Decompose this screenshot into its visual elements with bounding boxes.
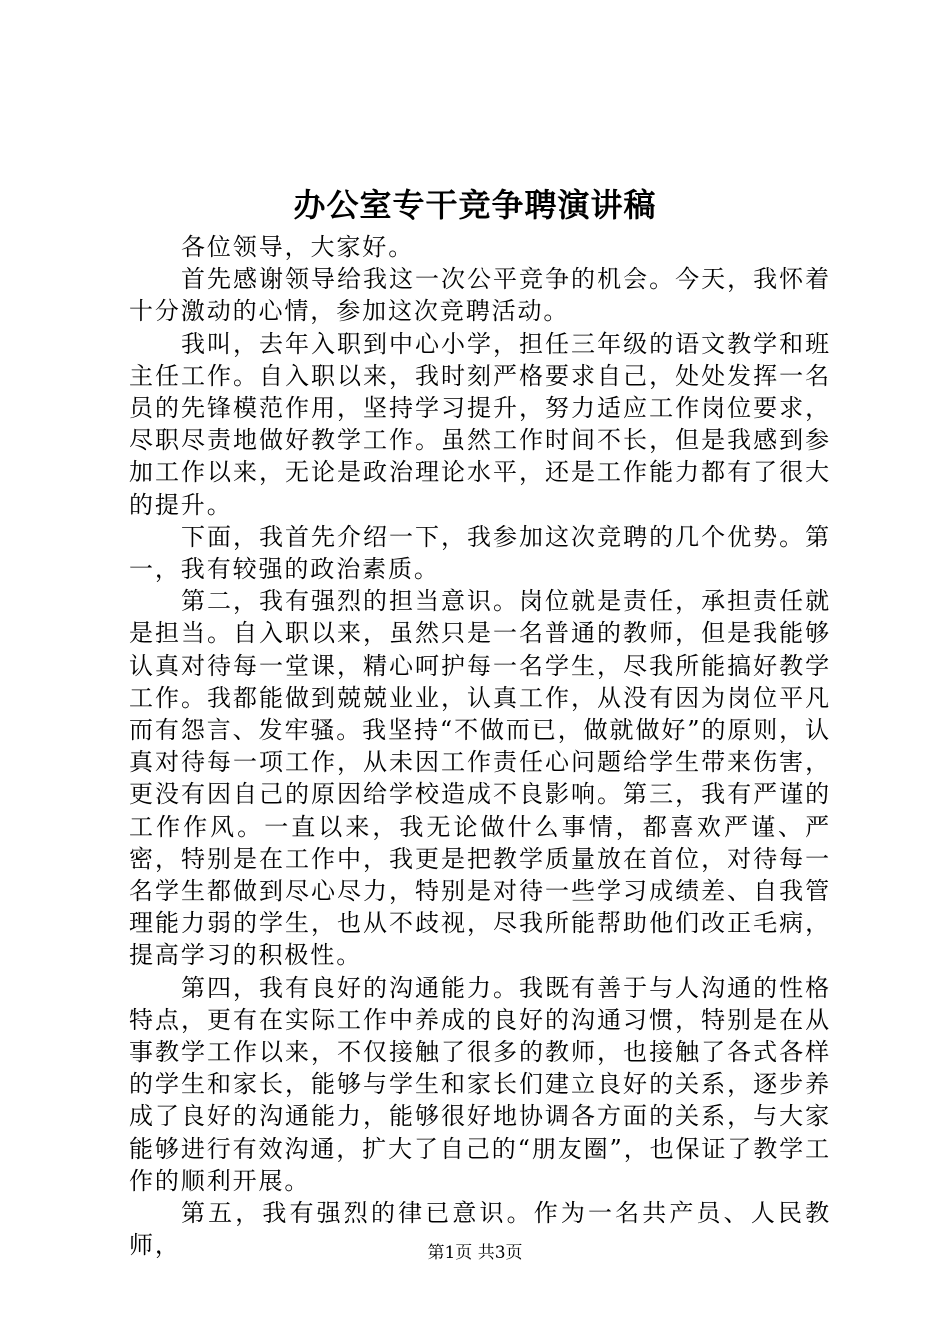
document-body — [129, 231, 831, 1262]
document-title: 办公室专干竞争聘演讲稿 — [293, 186, 657, 224]
paragraph-fifth: 第五，我有强烈的律已意识。作为一名共产员、人民教师， — [129, 1199, 831, 1260]
page-footer: 第1页 共3页 — [427, 1243, 523, 1263]
paragraph-intro: 我叫，去年入职到中心小学，担任三年级的语文教学和班主任工作。自入职以来，我时刻严格要求自己，处处发挥一名员的先锋模范作用，坚持学习提升，努力适应工作岗位要求，尽职尽责地做好教学工作。虽然工作时间不长，但是我感到参加工作以来，无论是政治理论水平，还是工作能力都有了很大的提升。 — [129, 329, 831, 519]
paragraph-thanks: 首先感谢领导给我这一次公平竞争的机会。今天，我怀着十分激动的心情，参加这次竞聘活动。 — [129, 265, 831, 326]
paragraph-second-third: 第二，我有强烈的担当意识。岗位就是责任，承担责任就是担当。自入职以来，虽然只是一名普通的教师，但是我能够认真对待每一堂课，精心呵护每一名学生，尽我所能搞好教学工作。我都能做到兢兢业业，认真工作，从没有因为岗位平凡而有怨言、发牢骚。我坚持“不做而已，做就做好”的原则，认真对待每一项工作，从未因工作责任心问题给学生带来伤害，更没有因自己的原因给学校造成不良影响。第三，我有严谨的工作作风。一直以来，我无论做什么事情，都喜欢严谨、严密，特别是在工作中，我更是把教学质量放在首位，对待每一名学生都做到尽心尽力，特别是对待一些学习成绩差、自我管理能力弱的学生，也从不歧视，尽我所能帮助他们改正毛病，提高学习的积极性。 — [129, 587, 831, 970]
paragraph-greeting: 各位领导，大家好。 — [181, 233, 415, 261]
paragraph-advantages: 下面，我首先介绍一下，我参加这次竞聘的几个优势。第一，我有较强的政治素质。 — [129, 522, 831, 584]
paragraph-fourth: 第四，我有良好的沟通能力。我既有善于与人沟通的性格特点，更有在实际工作中养成的良好的沟通习惯，特别是在从事教学工作以来，不仅接触了很多的教师，也接触了各式各样的学生和家长，能够与学生和家长们建立良好的关系，逐步养成了良好的沟通能力，能够很好地协调各方面的关系，与大家能够进行有效沟通，扩大了自己的“朋友圈”，也保证了教学工作的顺利开展。 — [129, 973, 831, 1195]
